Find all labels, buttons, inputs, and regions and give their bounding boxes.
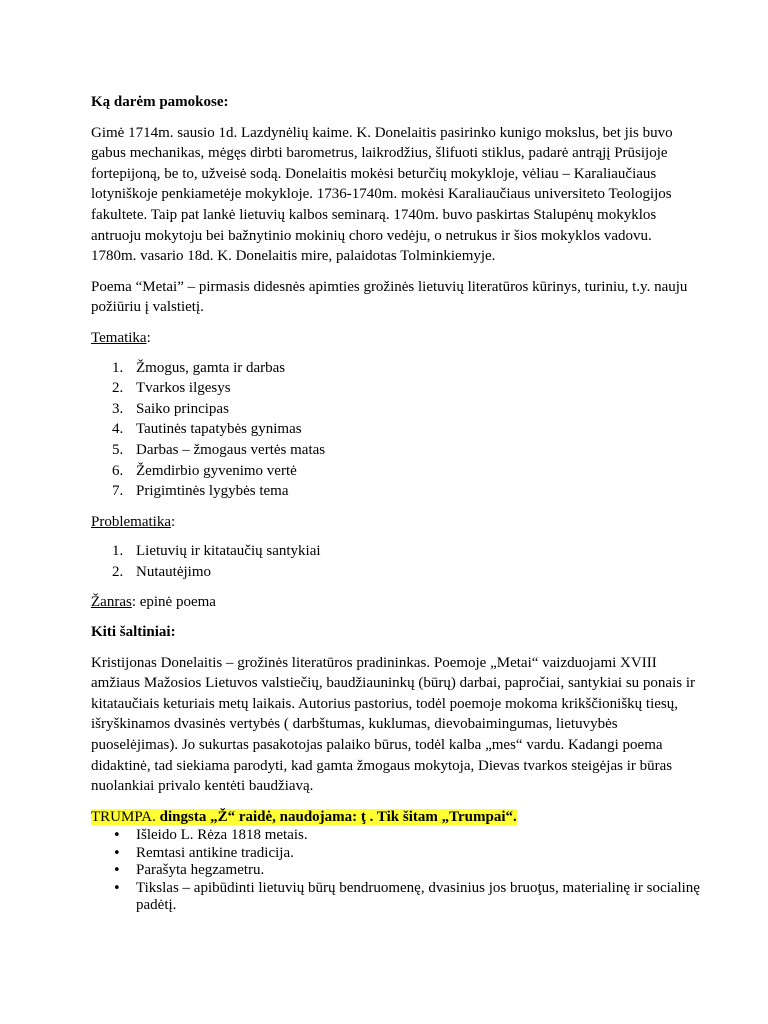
tematika-label-colon: : [146,329,151,346]
list-item [91,862,700,880]
bullet-icon: • [113,828,121,844]
list-item-text: Prigimtinės lygybės tema [136,483,289,500]
tematika-list [91,358,700,502]
list-item [91,481,700,502]
bullet-icon: • [113,863,121,879]
tematika-label [91,328,700,349]
list-number: 4. [112,421,124,438]
list-number: 3. [112,400,124,417]
list-item-text: Nutautėjimo [136,563,211,580]
bullet-icon: • [113,845,121,861]
list-item [91,399,700,420]
poem-intro-paragraph: Poema “Metai” – pirmasis didesnės apimties grožinės lietuvių literatūros kūrinys, turiniu, t.y. nauju požiūriu į valstietį. [91,278,688,316]
sources-paragraph: Kristijonas Donelaitis – grožinės literatūros pradininkas. Poemoje „Metai“ vaizduojami XVIII amžiaus Mažosios Lietuvos valstiečių, baudžiauninkų (būrų) darbai, papročiai, santykiai su ponais ir kitataučiais keturiais metų laikais. Autorius pastorius, todėl poemoje mokoma krikščioniškų tiesų, išryškinamos dvasinės vertybės ( darbštumas, kuklumas, dievobaimingumas, lietuvybės puoselėjimas). Jo sukurtas pasakotojas palaiko būrus, todėl kalba „mes“ vardu. Kadangi poema didaktinė, tad siekiama parodyti, kad gamta žmogaus mokytoja, Dievas tvarkos steigėjas ir būras nuolankiai privalo kentėti baudžiavą. [91,654,696,795]
section-heading-other-sources: Kiti šaltiniai: [91,624,176,641]
list-item [91,440,700,461]
list-item-text: Tautinės tapatybės gynimas [136,421,302,438]
list-item-text: Saiko principas [136,400,229,417]
list-item [91,541,700,562]
zanras-value: : epinė poema [131,594,216,611]
list-item-text: Žmogus, gamta ir darbas [136,359,286,376]
list-number: 5. [112,441,124,458]
list-item-text: Remtasi antikine tradicija. [136,844,294,861]
list-item [91,461,700,482]
zanras-label: Žanras [91,594,132,611]
list-item [91,827,700,845]
list-item-text: Tikslas – apibūdinti lietuvių būrų bendruomenę, dvasinius jos bruoţus, materialinę ir socialinę padėtį. [136,879,700,914]
list-item-text: Parašyta hegzametru. [136,862,265,879]
highlight-bold-text: dingsta „Ž“ raidė, naudojama: ţ . Tik šitam „Trumpai“. [159,808,517,825]
bullet-icon: • [113,880,121,896]
list-number: 6. [112,462,124,479]
problematika-label [91,512,700,533]
list-item [91,880,700,915]
list-item [91,562,700,583]
problematika-label-text: Problematika [91,513,171,530]
highlight-prefix: TRUMPA. [91,808,160,825]
list-number: 2. [112,563,124,580]
list-item [91,845,700,863]
bullet-list [91,827,700,915]
list-item-text: Lietuvių ir kitataučių santykiai [136,543,321,560]
list-item-text: Žemdirbio gyvenimo vertė [136,462,297,479]
tematika-label-text: Tematika [91,329,147,346]
list-number: 1. [112,543,124,560]
list-item [91,378,700,399]
list-number: 1. [112,359,124,376]
biography-paragraph: Gimė 1714m. sausio 1d. Lazdynėlių kaime. K. Donelaitis pasirinko kunigo mokslus, bet jis buvo gabus mechanikas, mėgęs dirbti barometrus, laikrodžius, šlifuoti stiklus, padarė antrąjį Prūsijoje fortepijoną, be to, užveisė sodą. Donelaitis mokėsi beturčių mokykloje, vėliau – Karaliaučiaus lotyniškoje penkiametėje mokykloje. 1736-1740m. mokėsi Karaliaučiaus universiteto Teologijos fakultete. Taip pat lankė lietuvių kalbos seminarą. 1740m. buvo paskirtas Stalupėnų mokyklos antruoju mokytoju bei bažnytinio mokinių choro vedėju, o netrukus ir šios mokyklos vadovu. 1780m. vasario 18d. K. Donelaitis mire, palaidotas Tolminkiemyje. [91,124,673,265]
list-item-text: Išleido L. Rėza 1818 metais. [136,827,308,844]
problematika-label-colon: : [170,513,176,530]
list-item [91,419,700,440]
list-item-text: Darbas – žmogaus vertės matas [136,441,326,458]
highlighted-note [91,807,700,828]
list-number: 2. [112,380,124,397]
section-heading-lessons: Ką darėm pamokose: [91,94,229,110]
problematika-list [91,541,700,582]
list-number: 7. [112,483,124,500]
list-item [91,358,700,379]
zanras-line [91,592,700,613]
list-item-text: Tvarkos ilgesys [136,380,231,397]
